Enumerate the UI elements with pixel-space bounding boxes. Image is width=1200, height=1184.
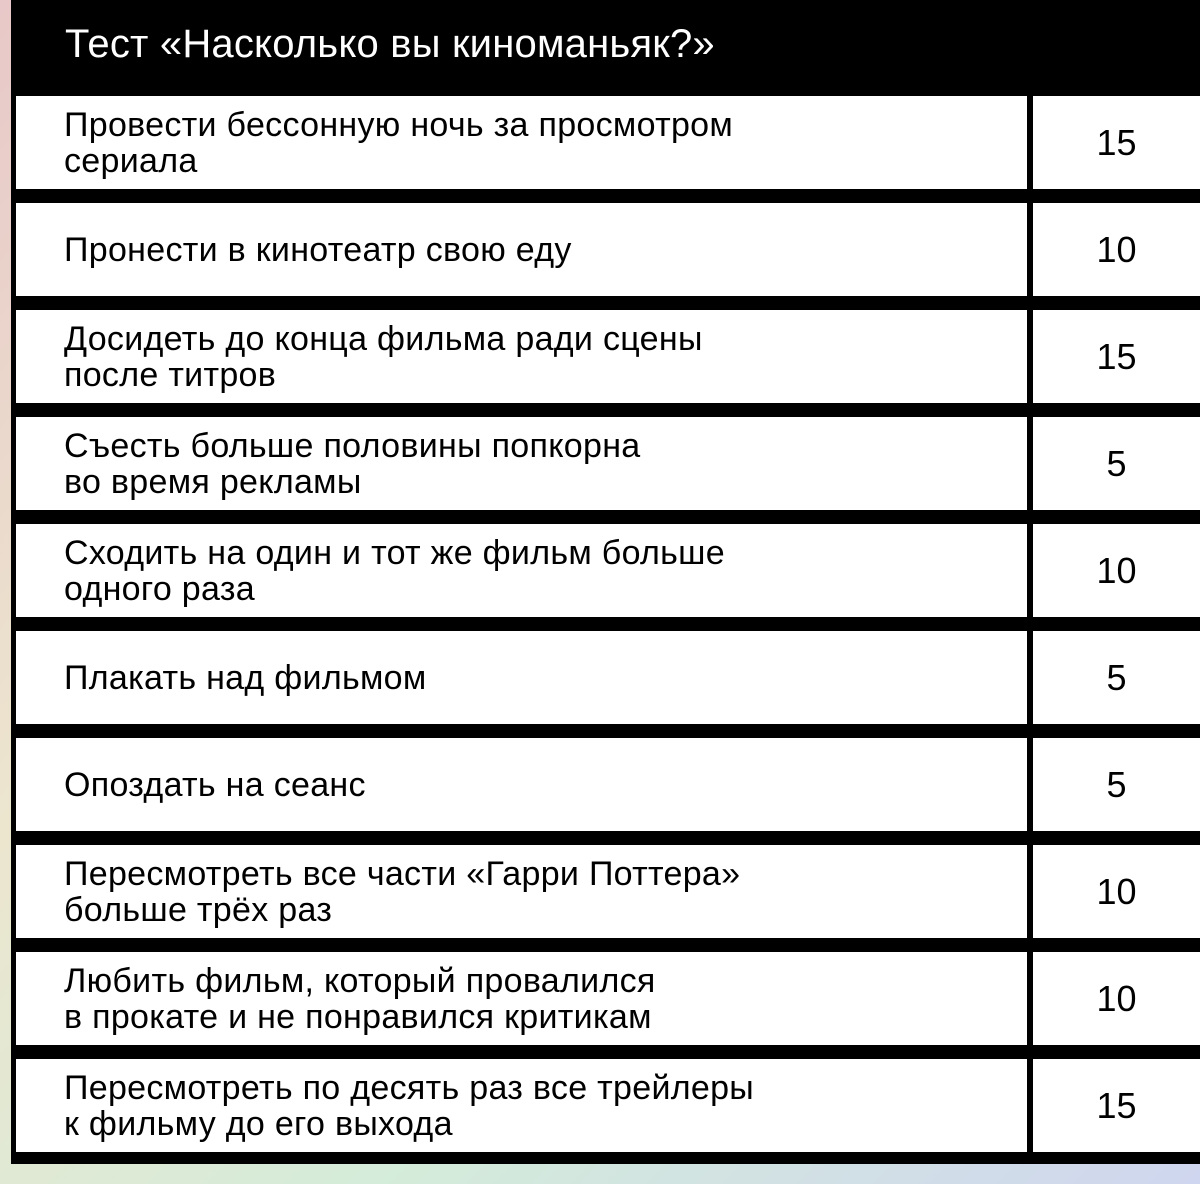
score-cell [1033,738,1200,831]
score-value: 15 [1096,335,1137,377]
activity-cell [16,310,1027,403]
score-value: 15 [1096,121,1137,163]
quiz-row [11,948,1200,1049]
activity-cell [16,417,1027,510]
quiz-table [11,0,1200,1164]
activity-text: Пересмотреть по десять раз все трейлеры к фильму до его выхода [64,1068,755,1143]
activity-text: Плакать над фильмом [64,658,427,697]
activity-cell [16,738,1027,831]
score-cell [1033,952,1200,1045]
activity-cell [16,952,1027,1045]
quiz-row [11,199,1200,300]
score-value: 15 [1096,1084,1137,1126]
activity-text: Провести бессонную ночь за просмотром сериала [64,105,734,180]
quiz-row [11,520,1200,621]
quiz-row [11,627,1200,728]
activity-cell [16,203,1027,296]
activity-text: Пронести в кинотеатр свою еду [64,230,572,269]
activity-text: Пересмотреть все части «Гарри Поттера» больше трёх раз [64,854,741,929]
activity-text: Опоздать на сеанс [64,765,366,804]
score-value: 5 [1106,442,1127,484]
score-value: 10 [1096,228,1137,270]
quiz-row [11,841,1200,942]
score-cell [1033,631,1200,724]
activity-cell [16,96,1027,189]
score-cell [1033,845,1200,938]
activity-cell [16,1059,1027,1152]
score-cell [1033,203,1200,296]
activity-text: Сходить на один и тот же фильм больше одного раза [64,533,725,608]
title-bar [11,0,1200,92]
activity-text: Съесть больше половины попкорна во время рекламы [64,426,641,501]
score-value: 10 [1096,549,1137,591]
quiz-row [11,1055,1200,1156]
score-value: 5 [1106,763,1127,805]
activity-text: Любить фильм, который провалился в прокате и не понравился критикам [64,961,656,1036]
activity-text: Досидеть до конца фильма ради сцены после титров [64,319,703,394]
quiz-row [11,92,1200,193]
score-value: 10 [1096,977,1137,1019]
quiz-title: Тест «Насколько вы киноманьяк?» [65,22,715,66]
score-cell [1033,96,1200,189]
quiz-row [11,306,1200,407]
activity-cell [16,845,1027,938]
score-value: 5 [1106,656,1127,698]
score-cell [1033,524,1200,617]
score-value: 10 [1096,870,1137,912]
quiz-row [11,413,1200,514]
quiz-row [11,734,1200,835]
score-cell [1033,417,1200,510]
activity-cell [16,524,1027,617]
score-cell [1033,1059,1200,1152]
score-cell [1033,310,1200,403]
activity-cell [16,631,1027,724]
